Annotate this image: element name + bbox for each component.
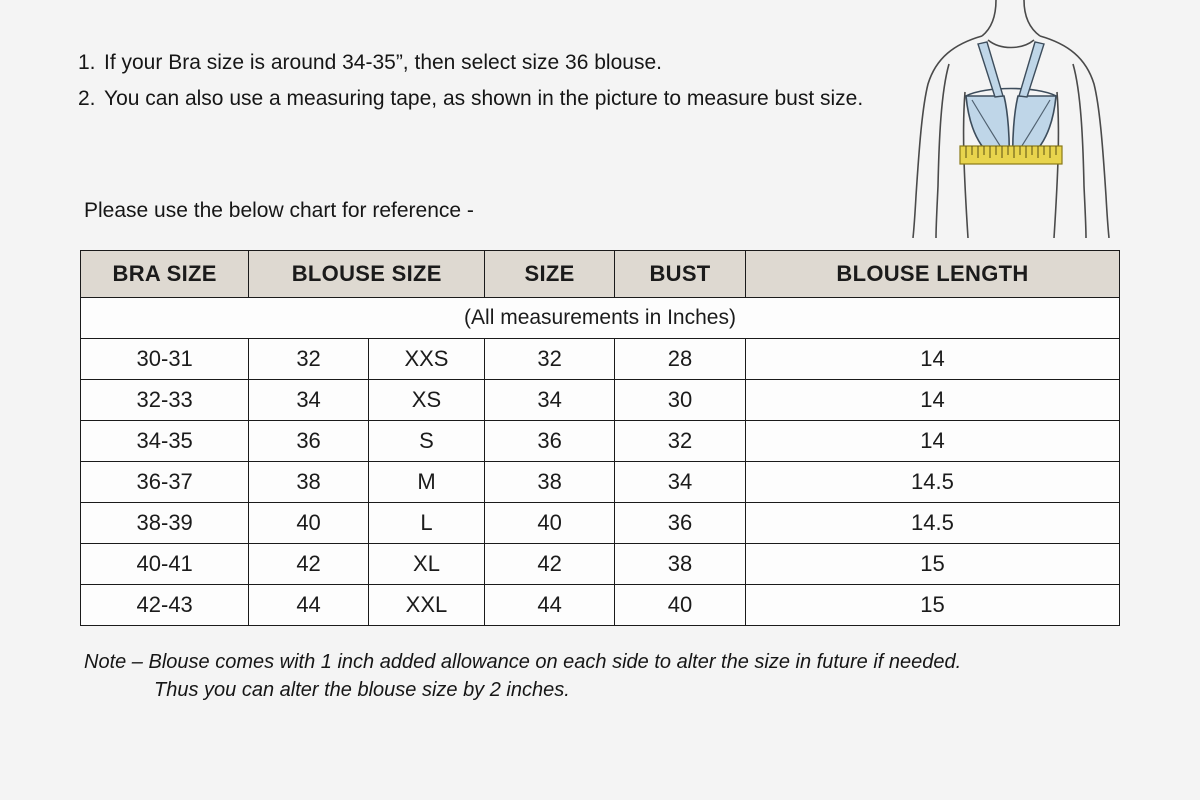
list-item-number: 2. bbox=[78, 86, 96, 110]
cell-bra-size: 40-41 bbox=[81, 544, 249, 585]
cell-bra-size: 38-39 bbox=[81, 503, 249, 544]
cell-size: 40 bbox=[485, 503, 615, 544]
cell-bust: 38 bbox=[615, 544, 746, 585]
cell-blouse-length: 15 bbox=[745, 585, 1119, 626]
cell-bra-size: 30-31 bbox=[81, 339, 249, 380]
table-row bbox=[81, 503, 1120, 544]
cell-size-label: XXS bbox=[368, 339, 484, 380]
list-item-number: 1. bbox=[78, 51, 96, 74]
cell-bust: 28 bbox=[615, 339, 746, 380]
cell-size: 32 bbox=[485, 339, 615, 380]
cell-blouse-size: 42 bbox=[249, 544, 368, 585]
cell-blouse-length: 14 bbox=[745, 339, 1119, 380]
cell-blouse-length: 14.5 bbox=[745, 503, 1119, 544]
cell-bra-size: 36-37 bbox=[81, 462, 249, 503]
cell-size: 34 bbox=[485, 380, 615, 421]
cell-bra-size: 34-35 bbox=[81, 421, 249, 462]
cell-bust: 30 bbox=[615, 380, 746, 421]
table-row bbox=[81, 585, 1120, 626]
column-header-size: SIZE bbox=[485, 251, 615, 298]
cell-bra-size: 32-33 bbox=[81, 380, 249, 421]
table-row bbox=[81, 462, 1120, 503]
allowance-note bbox=[84, 648, 1104, 705]
cell-size: 38 bbox=[485, 462, 615, 503]
table-row bbox=[81, 544, 1120, 585]
size-chart-table-container bbox=[80, 250, 1120, 626]
cell-size-label: XL bbox=[368, 544, 484, 585]
table-header-row bbox=[81, 251, 1120, 298]
cell-bust: 32 bbox=[615, 421, 746, 462]
list-item-text: You can also use a measuring tape, as shown in the picture to measure bust size. bbox=[104, 86, 864, 110]
cell-blouse-size: 44 bbox=[249, 585, 368, 626]
cell-size: 44 bbox=[485, 585, 615, 626]
table-row bbox=[81, 339, 1120, 380]
cell-size-label: S bbox=[368, 421, 484, 462]
column-header-bust: BUST bbox=[615, 251, 746, 298]
cell-blouse-length: 15 bbox=[745, 544, 1119, 585]
cell-size-label: L bbox=[368, 503, 484, 544]
cell-size-label: XS bbox=[368, 380, 484, 421]
column-header-bra-size: BRA SIZE bbox=[81, 251, 249, 298]
cell-blouse-size: 38 bbox=[249, 462, 368, 503]
cell-size-label: XXL bbox=[368, 585, 484, 626]
size-chart-table bbox=[80, 250, 1120, 626]
cell-bust: 34 bbox=[615, 462, 746, 503]
list-item-text: If your Bra size is around 34-35”, then select size 36 blouse. bbox=[104, 51, 662, 74]
cell-blouse-size: 34 bbox=[249, 380, 368, 421]
list-item bbox=[78, 48, 868, 78]
measurement-unit-note: (All measurements in Inches) bbox=[81, 298, 1120, 339]
cell-blouse-length: 14 bbox=[745, 421, 1119, 462]
measurement-unit-row bbox=[81, 298, 1120, 339]
column-header-blouse-length: BLOUSE LENGTH bbox=[745, 251, 1119, 298]
cell-bust: 40 bbox=[615, 585, 746, 626]
column-header-blouse-size: BLOUSE SIZE bbox=[249, 251, 485, 298]
reference-instruction: Please use the below chart for reference - bbox=[84, 199, 474, 222]
cell-size-label: M bbox=[368, 462, 484, 503]
cell-size: 36 bbox=[485, 421, 615, 462]
cell-blouse-length: 14 bbox=[745, 380, 1119, 421]
allowance-note-line-2: Thus you can alter the blouse size by 2 inches. bbox=[154, 679, 570, 702]
allowance-note-line-1: Note – Blouse comes with 1 inch added allowance on each side to alter the size in future if needed. bbox=[84, 651, 962, 673]
cell-blouse-size: 40 bbox=[249, 503, 368, 544]
cell-blouse-size: 36 bbox=[249, 421, 368, 462]
bra-measuring-tape-illustration bbox=[892, 0, 1122, 238]
cell-size: 42 bbox=[485, 544, 615, 585]
cell-blouse-size: 32 bbox=[249, 339, 368, 380]
cell-bust: 36 bbox=[615, 503, 746, 544]
instructions-list bbox=[78, 48, 868, 120]
table-row bbox=[81, 421, 1120, 462]
cell-blouse-length: 14.5 bbox=[745, 462, 1119, 503]
list-item bbox=[78, 84, 868, 114]
table-row bbox=[81, 380, 1120, 421]
cell-bra-size: 42-43 bbox=[81, 585, 249, 626]
